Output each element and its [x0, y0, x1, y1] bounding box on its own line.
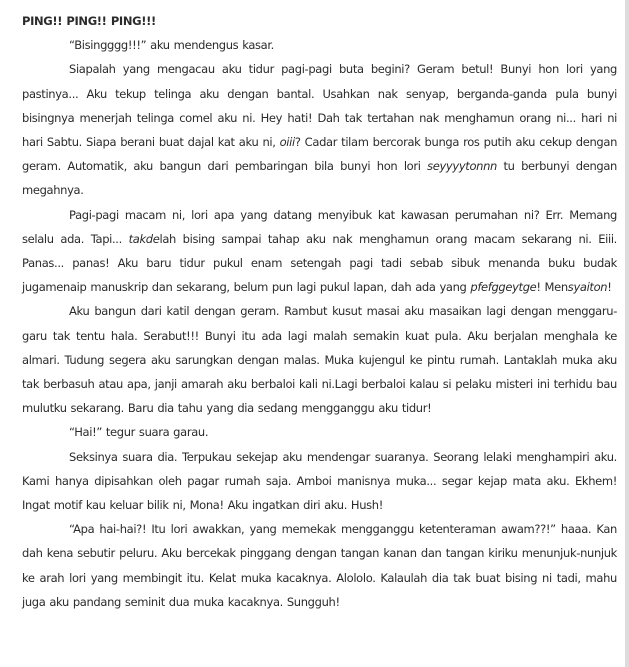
italic-text: oiii — [279, 135, 295, 150]
scrollbar-track[interactable] — [625, 0, 629, 667]
paragraph — [22, 299, 617, 420]
paragraph-text: ? Cadar tilam bercorak bunga ros putih aku cekup dengan geram. Automatik, aku bangun dari pembaringan bila bunyi hon lori — [22, 135, 618, 174]
paragraph — [22, 33, 617, 57]
paragraph-text: Aku bangun dari katil dengan geram. Rambut kusut masai aku masaikan lagi dengan menggaru-garu tak tentu hala. Serabut!!! Bunyi itu ada lagi malah semakin kuat pula. Aku berjalan menghala ke almari. Tudung segera aku sarungkan dengan malas. Muka kujengul ke pintu rumah. Lantaklah muka aku tak berbasuh atau apa, janji amarah aku berbaloi kali ni.Lagi berbaloi kalau si pelaku misteri ini terhidu bau mulutku sekarang. Baru dia tahu yang dia sedang mengganggu aku tidur! — [22, 304, 617, 416]
paragraph-text: “Bisingggg!!!” aku mendengus kasar. — [69, 38, 274, 53]
paragraph — [22, 203, 617, 300]
paragraph-text: tu berbunyi dengan megahnya. — [22, 159, 617, 198]
paragraph-text: Pagi-pagi macam ni, lori apa yang datang menyibuk kat kawasan perumahan ni? Err. Memang selalu ada. Tapi... — [22, 207, 617, 246]
paragraph-text: ! Men — [536, 280, 568, 295]
italic-text: seyyyytonnn — [427, 159, 497, 174]
italic-text: pfefggeytge — [470, 280, 537, 295]
paragraph — [22, 517, 617, 614]
italic-text: syaiton — [567, 280, 608, 295]
document-heading: PING!! PING!! PING!!! — [22, 14, 156, 28]
paragraph — [22, 57, 617, 202]
paragraph-text: Siapalah yang mengacau aku tidur pagi-pagi buta begini? Geram betul! Bunyi hon lori yang pastinya... Aku tekup telinga aku dengan bantal. Usahkan nak senyap, berganda-ganda pula bunyi bisingnya menerjah telinga comel aku ni. Hey hati! Dah tak tertahan nak menghamun orang ni... hari ni hari Sabtu. Siapa berani buat dajal kat aku ni, — [22, 62, 617, 150]
paragraph — [22, 445, 617, 518]
italic-text: takde — [128, 231, 160, 246]
paragraph — [22, 420, 617, 444]
paragraph-text: lah bising sampai tahap aku nak menghamun orang macam sekarang ni. Eiii. Panas... panas! Aku baru tidur pukul enam setengah pagi tadi sebab sibuk menanda buku budak jugamenaip manuskrip dan sekarang, belum pun lagi pukul lapan, dah ada yang — [22, 231, 617, 295]
paragraph-text: Seksinya suara dia. Terpukau sekejap aku mendengar suaranya. Seorang lelaki menghampiri aku. Kami hanya dipisahkan oleh pagar rumah saja. Amboi manisnya muka... segar kejap mata aku. Ekhem! Ingat motif kau keluar bilik ni, Mona! Aku ingatkan diri aku. Hush! — [22, 449, 617, 513]
document-body — [22, 9, 617, 614]
paragraph-text: “Apa hai-hai?! Itu lori awakkan, yang memekak mengganggu ketenteraman awam??!” haaa. Kan dah kena sebutir peluru. Aku bercekak pinggang dengan tangan kanan dan tangan kiriku menunjuk-nunjuk ke arah lori yang membingit itu. Kelat muka kacaknya. Alololo. Kalaulah dia tak buat bising ni tadi, mahu juga aku pandang seminit dua muka kacaknya. Sungguh! — [22, 522, 617, 609]
paragraph-list — [22, 33, 617, 614]
paragraph-text: ! — [607, 280, 612, 295]
paragraph-text: “Hai!” tegur suara garau. — [69, 425, 209, 440]
